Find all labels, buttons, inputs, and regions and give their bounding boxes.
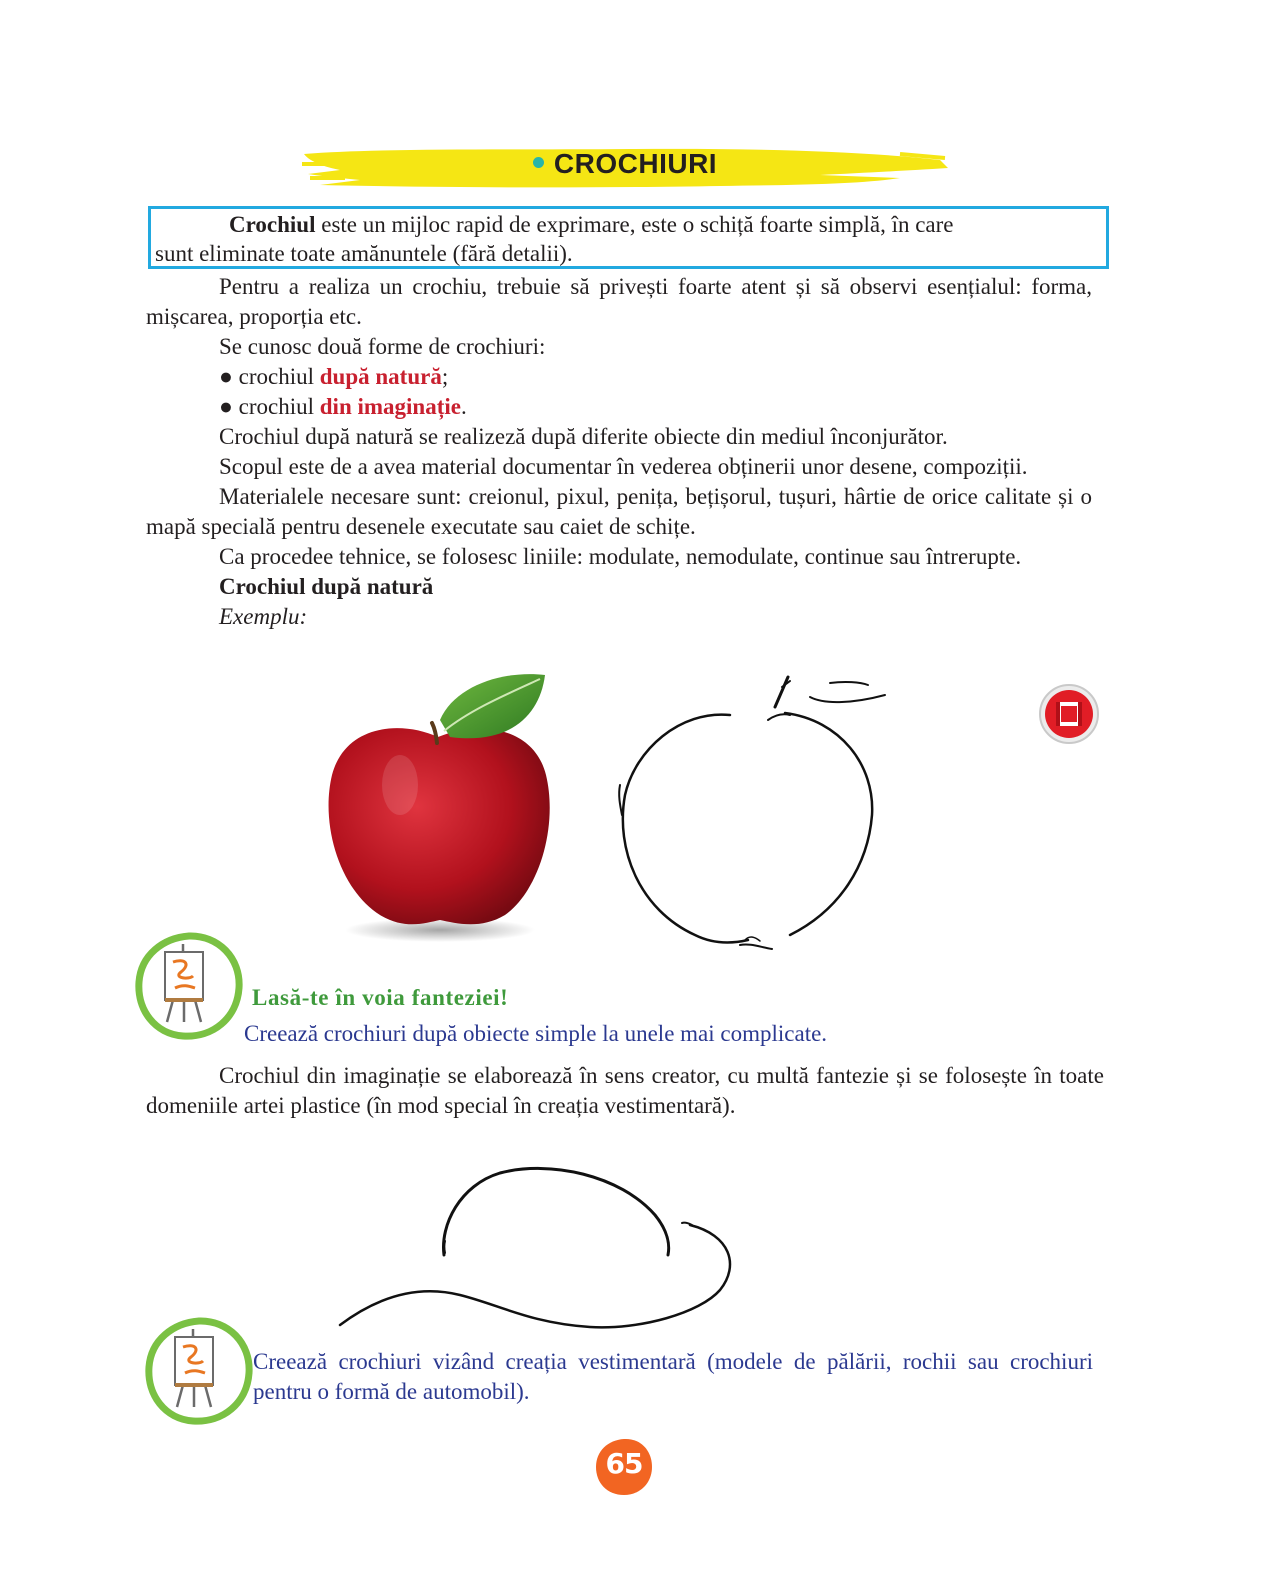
definition-term: Crochiul — [229, 212, 316, 237]
list-suffix: ; — [441, 364, 449, 389]
video-play-icon[interactable] — [1038, 683, 1100, 745]
list-prefix: crochiul — [232, 394, 320, 419]
list-item — [146, 362, 1092, 392]
list-highlight: după natură — [319, 364, 442, 389]
paragraph-7: Crochiul din imaginație se elaborează în sens creator, cu multă fantezie și se folosește în toate domeniile artei plastice (în mod special în creația vestimentară). — [146, 1063, 1104, 1118]
definition-text-1: este un mijloc rapid de exprimare, este o schiță foarte simplă, în care — [315, 212, 954, 237]
page-number: 65 — [605, 1447, 643, 1480]
easel-icon — [133, 930, 245, 1042]
list-highlight: din imaginație — [319, 394, 461, 419]
activity-1 — [244, 983, 1112, 1049]
hat-sketch — [320, 1155, 760, 1345]
list-suffix: . — [460, 394, 467, 419]
definition-box — [148, 206, 1109, 269]
definition-text-2: sunt eliminate toate amănuntele (fără detalii). — [155, 241, 573, 266]
body-section — [146, 272, 1092, 632]
apple-sketch — [600, 665, 900, 965]
list-bullet: ● — [219, 364, 233, 389]
list-bullet: ● — [219, 394, 233, 419]
list-prefix: crochiul — [232, 364, 320, 389]
list-item — [146, 392, 1092, 422]
page-title-text: CROCHIURI — [553, 148, 718, 179]
example-label: Exemplu: — [219, 604, 308, 629]
bullet-dot — [533, 157, 544, 168]
paragraph-1: Pentru a realiza un crochiu, trebuie să privești foarte atent și să observi esențialul: forma, mișcarea, proporția etc. — [146, 274, 1092, 329]
activity-text: Creează crochiuri după obiecte simple la unele mai complicate. — [244, 1021, 828, 1046]
paragraph-3: Crochiul după natură se realizeză după diferite obiecte din mediul înconjurător. — [219, 424, 948, 449]
definition-line-1 — [155, 210, 1102, 239]
paragraph-4: Scopul este de a avea material documentar în vederea obținerii unor desene, compoziții. — [219, 454, 1028, 479]
apple-photo — [320, 665, 560, 945]
page-title — [300, 148, 950, 180]
activity-text: Creează crochiuri vizând creația vestimentară (modele de pălării, rochii sau crochiuri pentru o formă de automobil). — [253, 1349, 1093, 1404]
paragraph-5: Materialele necesare sunt: creionul, pixul, penița, bețișorul, tușuri, hârtie de orice calitate și o mapă specială pentru desenele executate sau caiet de schițe. — [146, 484, 1092, 539]
subheading: Crochiul după natură — [219, 574, 434, 599]
paragraph-6: Ca procedee tehnice, se folosesc liniile: modulate, nemodulate, continue sau întrerupte. — [219, 544, 1022, 569]
activity-heading: Lasă-te în voia fanteziei! — [252, 985, 509, 1010]
activity-2 — [253, 1347, 1093, 1407]
easel-icon — [143, 1315, 255, 1427]
paragraph-2: Se cunosc două forme de crochiuri: — [219, 334, 546, 359]
body-section-2 — [146, 1061, 1104, 1121]
